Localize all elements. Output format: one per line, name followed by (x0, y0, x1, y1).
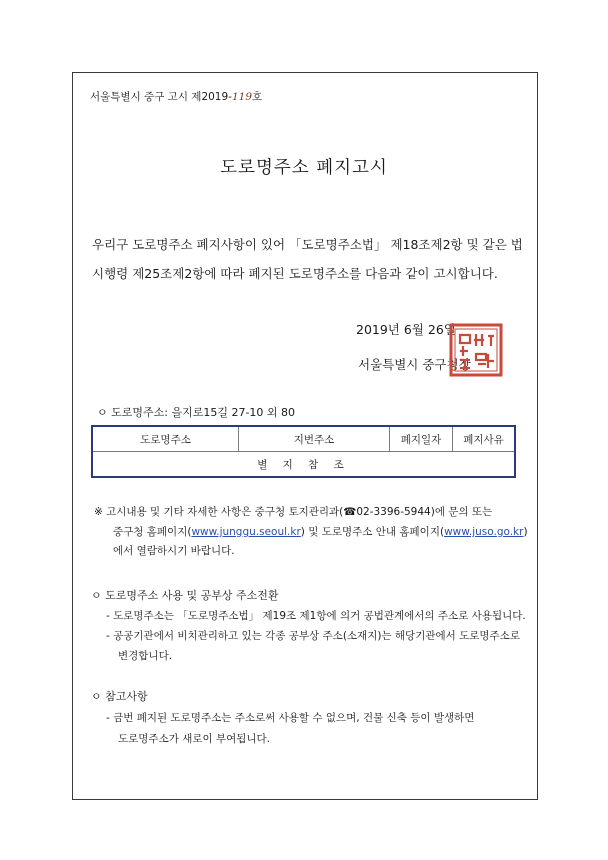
note-line-1: ※ 고시내용 및 기타 자세한 사항은 중구청 토지관리과(☎02-3396-5944)에 문의 또는 (94, 506, 493, 518)
table-header: 지번주소 (239, 426, 390, 452)
page-title: 도로명주소 폐지고시 (220, 158, 388, 178)
notice-number-suffix: 호 (252, 91, 263, 103)
juso-homepage-link[interactable]: www.juso.go.kr (444, 526, 524, 538)
body-line-1: 우리구 도로명주소 폐지사항이 있어 「도로명주소법」 제18조제2항 및 같은 법 (92, 237, 523, 252)
table-row (92, 452, 515, 478)
body-line-2: 시행령 제25조제2항에 따라 폐지된 도로명주소를 다음과 같이 고시합니다. (92, 266, 498, 281)
junggu-homepage-link[interactable]: www.junggu.seoul.kr (191, 526, 301, 538)
table-header-row (92, 426, 515, 452)
section1-heading: ㅇ 도로명주소 사용 및 공부상 주소전환 (91, 589, 279, 602)
issue-date: 2019년 6월 26일 (356, 322, 456, 337)
section2-heading: ㅇ 참고사항 (91, 690, 148, 703)
official-seal (448, 322, 504, 378)
table-header: 폐지사유 (453, 426, 516, 452)
issuer-name: 서울특별시 중구청장 (358, 357, 471, 372)
notice-number-handwritten: 119 (231, 91, 252, 103)
note-line-2 (113, 524, 528, 539)
table-header: 폐지일자 (390, 426, 453, 452)
road-address-label: ㅇ 도로명주소: 을지로15길 27-10 외 80 (97, 406, 296, 419)
note-line-2-suffix: ) (523, 526, 528, 538)
note-line-2-middle: ) 및 도로명주소 안내 홈페이지( (300, 526, 445, 538)
address-table (91, 425, 516, 478)
section1-item2-line1: - 공공기관에서 비치관리하고 있는 각종 공부상 주소(소재지)는 해당기관에서 도로명주소로 (106, 630, 520, 642)
section1-item1: - 도로명주소는 「도로명주소법」 제19조 제1항에 의거 공법관계에서의 주소로 사용됩니다. (106, 610, 526, 622)
table-header: 도로명주소 (92, 426, 239, 452)
note-line-2-prefix: 중구청 홈페이지( (113, 526, 192, 538)
section2-item1-line2: 도로명주소가 새로이 부여됩니다. (118, 733, 271, 745)
notice-number (90, 89, 262, 104)
section1-item2-line2: 변경합니다. (118, 650, 173, 662)
section2-item1-line1: - 금번 폐지된 도로명주소는 주소로써 사용할 수 없으며, 건물 신축 등이 발생하면 (106, 712, 475, 724)
table-merged-cell: 별 지 참 조 (257, 458, 350, 471)
note-line-3: 에서 열람하시기 바랍니다. (113, 545, 235, 557)
notice-number-prefix: 서울특별시 중구 고시 제2019- (90, 91, 232, 103)
